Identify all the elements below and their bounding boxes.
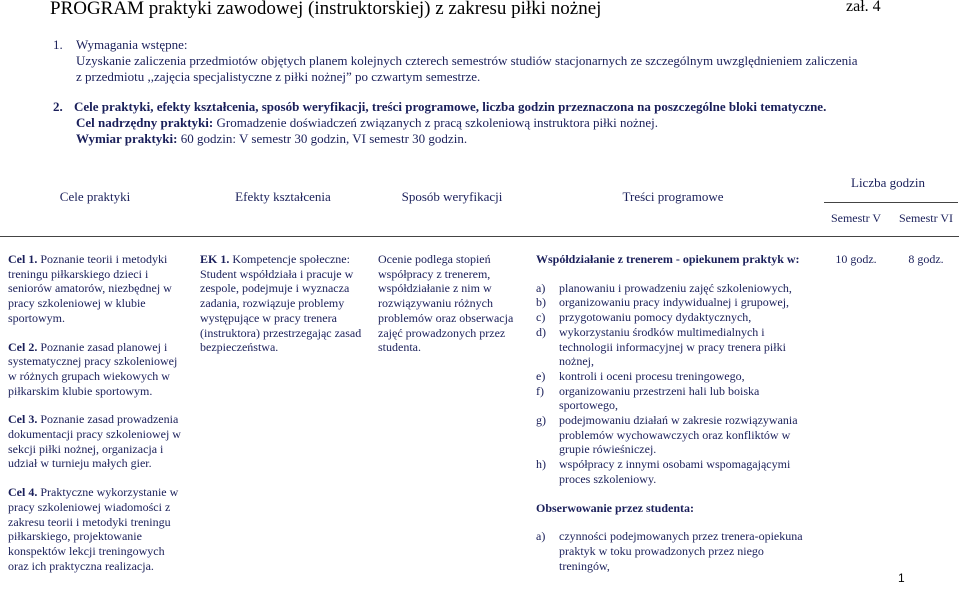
goal-text: Poznanie zasad planowej i systematycznej pracy szkoleniowej w różnych grupach wiekowych w piłkarskim klubie sportowym. [8,339,178,398]
header-hours: Liczba godzin [851,175,925,190]
effect-text: Kompetencje społeczne: Student współdziała i pracuje w zespole, podejmuje i wyznacza zadania, rozwiązuje problemy występujące w pracy trenera (instruktora) przestrzegając zasad bezpieczeństwa. [200,252,362,355]
list-item: f) organizowaniu przestrzeni hali lub boiska sportowego, [536,383,760,413]
header-sem5: Semestr V [830,211,882,225]
goal-text: Poznanie teorii i metodyki treningu piłkarskiego dzieci i seniorów amatorów, niezbędnej w pracy szkoleniowej w klubie sportowym. [8,252,172,325]
section2-heading: Cele praktyki, efekty kształcenia, sposób weryfikacji, treści programowe, liczba godzin przeznaczona na poszczególne bloki tematyczne. [74,99,827,114]
section1-line2: z przedmiotu ,,zajęcia specjalistyczne z piłki nożnej” po czwartym semestrze. [76,69,481,84]
goal-label: Cel 2. [8,339,38,354]
hours-divider-line [824,202,958,203]
content-column [536,252,812,573]
content-list-1 [536,281,812,487]
goal-label: Cel 1. [8,252,38,266]
section2-heading-row [53,99,826,115]
list-item: a) planowaniu i prowadzeniu zajęć szkoleniowych, [536,280,792,295]
header-sem6: Semestr VI [898,211,954,225]
list-item: b) organizowaniu pracy indywidualnej i grupowej, [536,295,790,310]
hours-sem5: 10 godz. [835,252,877,266]
scope-label: Wymiar praktyki: [76,131,178,146]
goal-label: Cel nadrzędny praktyki: [76,115,214,130]
section1-number: 1. [53,37,63,52]
section2-scope [76,131,467,147]
page-title: PROGRAM praktyki zawodowej (instruktorskiej) z zakresu piłki nożnej [50,0,602,19]
header-goals: Cele praktyki [59,189,131,204]
effects-column [200,252,370,355]
goal-text: Poznanie zasad prowadzenia dokumentacji pracy szkoleniowej w sekcji piłki nożnej, organizacja i udział w turnieju małych gier. [8,412,181,471]
header-verification: Sposób weryfikacji [401,189,503,204]
list-item: h) współpracy z innymi osobami wspomagającymi proces szkoleniowy. [536,457,791,486]
list-item: a) czynności podejmowanych przez trenera-opiekuna praktyk w toku prowadzonych przez niego treningów, [536,529,803,573]
page-number: 1 [898,571,905,585]
annex-label: zał. 4 [846,0,881,15]
goal-text: Praktyczne wykorzystanie w pracy szkoleniowej wiadomości z zakresu teorii i metodyki treningu piłkarskiego, projektowanie konspektów lekcji treningowych oraz ich praktyczna realizacja. [8,485,179,573]
header-content: Treści programowe [622,189,724,204]
goal-label: Cel 3. [8,412,38,427]
section1-heading: Wymagania wstępne: [76,37,188,52]
section2-goal [76,115,658,131]
section1-heading-row [53,37,187,53]
content-list-2 [536,529,812,573]
goal-item-1 [8,252,188,326]
goal-label: Cel 4. [8,485,38,500]
list-item: c) przygotowaniu pomocy dydaktycznych, [536,310,752,325]
header-bottom-line [0,236,959,237]
list-item: g) podejmowaniu działań w zakresie rozwiązywania problemów wychowawczych oraz konfliktów w grupie rówieśniczej. [536,413,798,457]
list-item: e) kontroli i oceni procesu treningowego, [536,368,745,383]
goal-text: Gromadzenie doświadczeń związanych z pracą szkoleniową instruktora piłki nożnej. [216,115,658,130]
verification-text: Ocenie podlega stopień współpracy z trenerem, współdziałanie z nim w rozwiązywaniu różnych problemów oraz obserwacja zajęć prowadzonych przez studenta. [378,252,514,355]
header-effects: Efekty kształcenia [235,189,331,204]
effect-label: EK 1. [200,252,230,266]
hours-sem6: 8 godz. [908,252,944,266]
goal-item-4 [8,485,188,573]
section1-line1: Uzyskanie zaliczenia przedmiotów objętych planem kolejnych czterech semestrów studiów stacjonarnych ze szczególnym uwzględnieniem zaliczenia [76,53,858,68]
goal-item-2 [8,340,188,399]
content-heading-1: Współdziałanie z trenerem - opiekunem praktyk w: [536,252,800,266]
section2-number: 2. [53,99,63,114]
goals-column [8,252,188,587]
list-item: d) wykorzystaniu środków multimedialnych i technologii informacyjnej w pracy trenera piłki nożnej, [536,324,786,369]
goal-item-3 [8,412,188,471]
scope-text: 60 godzin: V semestr 30 godzin, VI semestr 30 godzin. [180,131,468,146]
content-heading-2: Obserwowanie przez studenta: [536,500,694,515]
